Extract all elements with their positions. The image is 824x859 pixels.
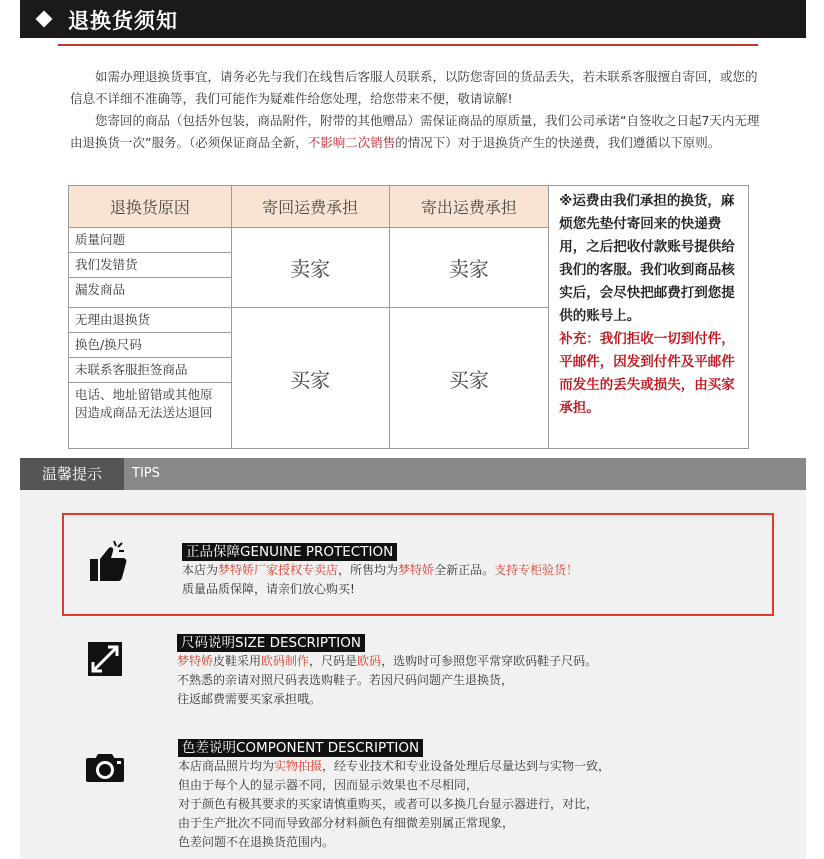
header-return-shipping: 寄回运费承担 (231, 186, 389, 228)
highlight-span: 梦特娇 (177, 654, 214, 668)
color-line-1 (178, 757, 610, 776)
intro-p2-part-b: 的情况下）对于退换货产生的快递费，我们遵循以下原则。 (395, 135, 721, 150)
text-span: ，选购时可参照您平常穿欧码鞋子尺码。 (381, 654, 598, 668)
color-section (62, 730, 774, 855)
color-line-3: 对于颜色有极其要求的买家请慎重购买，或者可以多换几台显示器进行，对比， (178, 797, 599, 811)
text-span: ，经专业技术和专业设备处理后尽量达到与实物一致， (322, 759, 611, 773)
highlight-span: 支持专柜验货！ (494, 563, 579, 577)
list-item: 我们发错货 (69, 253, 231, 278)
header-reason: 退换货原因 (69, 186, 232, 228)
text-span: ，尺码是 (309, 654, 358, 668)
intro-paragraph-2 (70, 110, 760, 154)
return-party-buyer: 买家 (231, 308, 389, 449)
send-party-buyer: 买家 (389, 308, 549, 449)
genuine-section (62, 513, 774, 616)
text-span: 皮鞋采用 (213, 654, 262, 668)
intro-p2-part-a: 您寄回的商品（包括外包装，商品附件，附带的其他赠品）需保证商品的原质量，我们公司承诺“自签收之日起7天内无理由退换货一次”服务。（必须保证商品全新， (70, 113, 760, 150)
size-title: 尺码说明SIZE DESCRIPTION (177, 634, 365, 652)
genuine-line-1 (182, 561, 578, 580)
text-span: 本店商品照片均为 (178, 759, 275, 773)
list-item: 换色/换尺码 (69, 333, 231, 358)
text-span: ，所售均为 (338, 563, 399, 577)
list-item: 未联系客服拒签商品 (69, 358, 231, 383)
color-line-4: 由于生产批次不同而导致部分材料颜色有细微差别属正常现象， (178, 816, 515, 830)
intro-paragraph-1: 如需办理退换货事宜，请务必先与我们在线售后客服人员联系，以防您寄回的货品丢失，若未联系客服擅自寄回，或您的信息不详细不准确等，我们可能作为疑难件给您处理，给您带来不便，敬请谅解! (70, 69, 758, 106)
text-span: 全新正品。 (434, 563, 495, 577)
tips-tab: 温馨提示 (20, 458, 124, 490)
shipping-note-supplement: 补充：我们拒收一切到付件，平邮件，因发到付件及平邮件而发生的丢失或损失，由买家承担。 (559, 331, 735, 416)
list-item: 电话、地址留错或其他原因造成商品无法送达退回 (75, 387, 213, 420)
list-item: 无理由退换货 (69, 308, 231, 333)
size-line-3: 往返邮费需要买家承担哦。 (177, 692, 322, 706)
size-content (177, 632, 597, 709)
highlight-span: 欧码制作 (261, 654, 310, 668)
shipping-note-text: ※运费由我们承担的换货，麻烦您先垫付寄回来的快递费用，之后把收付款账号提供给我们的客服。我们收到商品核实后，会尽快把邮费打到您提供的账号上。 (559, 193, 735, 324)
genuine-title: 正品保障GENUINE PROTECTION (182, 543, 397, 561)
text-span: 本店为 (182, 563, 219, 577)
size-section (62, 624, 774, 716)
header-bar (20, 0, 806, 38)
size-line-2: 不熟悉的亲请对照尺码表选购鞋子。若因尺码问题产生退换货， (177, 673, 514, 687)
page-title: 退换货须知 (68, 9, 178, 33)
header-divider (58, 44, 758, 46)
genuine-line-2: 质量品质保障，请亲们放心购买! (182, 582, 355, 596)
return-party-seller: 卖家 (231, 228, 389, 308)
genuine-content (182, 541, 578, 599)
camera-icon (72, 734, 138, 800)
size-line-1 (177, 652, 597, 671)
send-party-seller: 卖家 (389, 228, 549, 308)
intro-text (70, 66, 760, 154)
list-item: 质量问题 (69, 228, 231, 253)
resize-arrow-icon (72, 626, 138, 692)
color-content (178, 737, 610, 852)
intro-p2-highlight: 不影响二次销售 (307, 135, 396, 150)
shipping-note (549, 186, 749, 449)
tips-bar (20, 458, 806, 490)
thumbs-up-icon (76, 529, 142, 595)
header-send-shipping: 寄出运费承担 (389, 186, 549, 228)
diamond-icon (36, 11, 53, 28)
list-item: 漏发商品 (75, 282, 126, 297)
highlight-span: 梦特娇厂家授权专卖店 (218, 563, 339, 577)
tips-tab-en: TIPS (132, 466, 160, 481)
highlight-span: 实物拍摄 (274, 759, 323, 773)
reason-group-buyer (69, 308, 232, 449)
highlight-span: 欧码 (357, 654, 382, 668)
color-line-5: 色差问题不在退换货范围内。 (178, 835, 335, 849)
reason-group-seller (69, 228, 232, 308)
return-policy-table (68, 185, 749, 449)
color-line-2: 但由于每个人的显示器不同，因而显示效果也不尽相同， (178, 778, 479, 792)
color-title: 色差说明COMPONENT DESCRIPTION (178, 739, 423, 757)
highlight-span: 梦特娇 (398, 563, 435, 577)
